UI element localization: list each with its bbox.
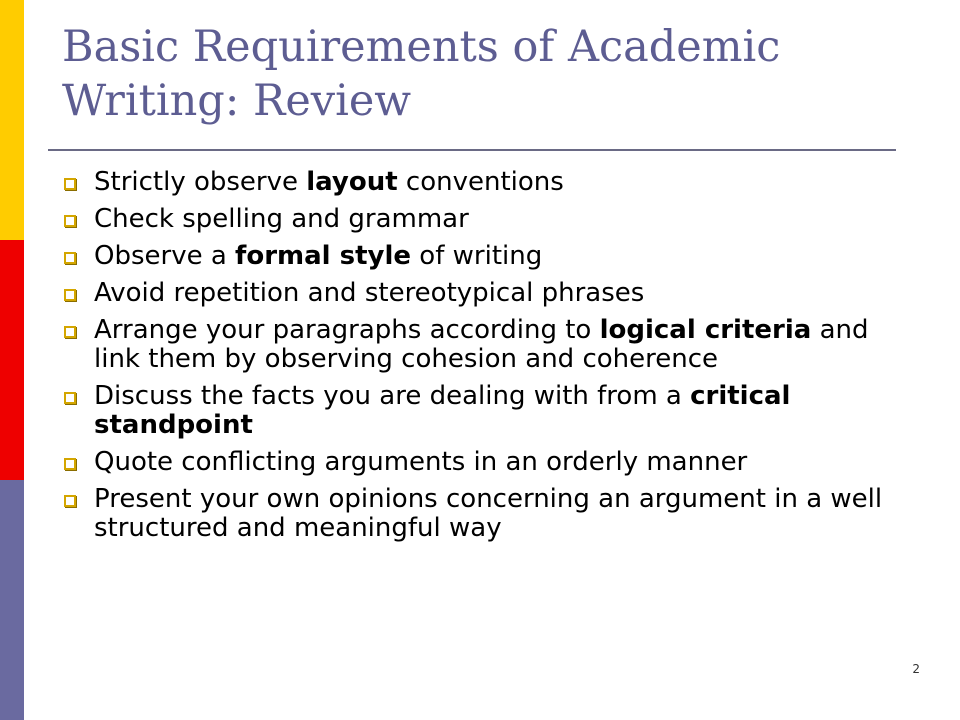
bullet-segment: Observe a bbox=[94, 241, 236, 271]
slide-title-line-2: Writing: Review bbox=[62, 76, 412, 126]
bullet-segment: of writing bbox=[411, 241, 543, 271]
hollow-square-bullet-icon bbox=[64, 392, 76, 404]
bullet-item bbox=[62, 205, 922, 234]
bullet-item bbox=[62, 448, 922, 477]
bullet-segment: Avoid repetition and stereotypical phrases bbox=[94, 278, 645, 308]
bullet-text bbox=[94, 167, 564, 197]
hollow-square-bullet-icon bbox=[64, 252, 76, 264]
hollow-square-bullet-icon bbox=[64, 178, 76, 190]
bullet-item bbox=[62, 316, 922, 374]
bullet-item bbox=[62, 168, 922, 197]
bullet-text bbox=[94, 484, 882, 543]
hollow-square-bullet-icon bbox=[64, 215, 76, 227]
bullet-segment: conventions bbox=[397, 167, 564, 197]
bullet-segment: Present your own opinions concerning an argument in a well structured and meaningful way bbox=[94, 484, 883, 543]
bullet-segment: Discuss the facts you are dealing with from a bbox=[94, 381, 691, 411]
bullet-segment: Check spelling and grammar bbox=[94, 204, 469, 234]
title-divider bbox=[48, 149, 896, 151]
slide-title bbox=[62, 20, 922, 128]
bullet-list bbox=[62, 168, 922, 551]
bullet-text bbox=[94, 381, 790, 440]
hollow-square-bullet-icon bbox=[64, 495, 76, 507]
bullet-segment: Quote conflicting arguments in an orderly manner bbox=[94, 447, 748, 477]
bullet-emphasis: logical criteria bbox=[599, 315, 812, 345]
bullet-segment: and link them by observing cohesion and coherence bbox=[94, 315, 869, 374]
bullet-item bbox=[62, 279, 922, 308]
bullet-text bbox=[94, 278, 644, 308]
bullet-item bbox=[62, 485, 922, 543]
bullet-segment: Arrange your paragraphs according to bbox=[94, 315, 600, 345]
bullet-emphasis: layout bbox=[306, 167, 398, 197]
bullet-text bbox=[94, 241, 542, 271]
hollow-square-bullet-icon bbox=[64, 289, 76, 301]
bullet-emphasis: critical standpoint bbox=[94, 381, 791, 440]
bullet-emphasis: formal style bbox=[235, 241, 412, 271]
hollow-square-bullet-icon bbox=[64, 326, 76, 338]
hollow-square-bullet-icon bbox=[64, 458, 76, 470]
bullet-item bbox=[62, 242, 922, 271]
left-stripe-yellow bbox=[0, 0, 24, 240]
bullet-text bbox=[94, 315, 869, 374]
bullet-segment: Strictly observe bbox=[94, 167, 307, 197]
left-stripe-red bbox=[0, 240, 24, 480]
bullet-item bbox=[62, 382, 922, 440]
bullet-text bbox=[94, 447, 747, 477]
slide-title-line-1: Basic Requirements of Academic bbox=[62, 22, 781, 72]
left-stripe-blue bbox=[0, 480, 24, 720]
bullet-text bbox=[94, 204, 469, 234]
page-number: 2 bbox=[912, 662, 920, 676]
